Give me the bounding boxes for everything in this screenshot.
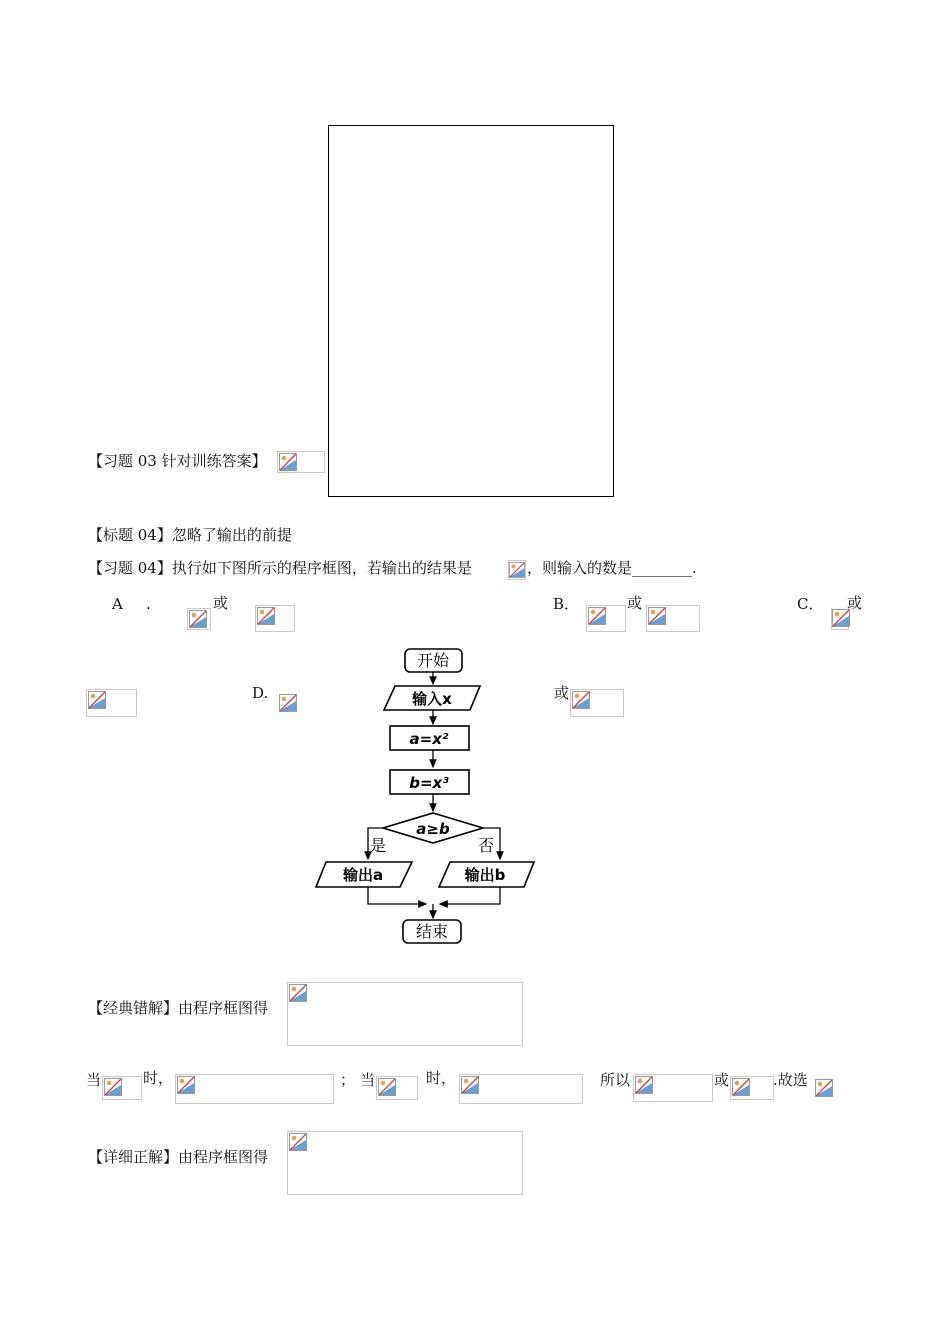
wrong-shi-1: 时，	[143, 1069, 174, 1087]
broken-image-icon	[255, 605, 295, 632]
broken-image-icon	[376, 1076, 418, 1100]
figure-frame	[328, 125, 614, 497]
flow-output-a-text: 输出a	[342, 866, 384, 884]
wrong-choose: .故选	[773, 1071, 808, 1089]
option-b-label: B．	[553, 595, 580, 613]
broken-image-icon	[586, 605, 626, 632]
flow-no-label: 否	[477, 836, 495, 855]
flow-start-text: 开始	[416, 651, 450, 670]
option-c-or: 或	[847, 594, 863, 612]
broken-image-icon	[187, 608, 211, 630]
wrong-semicolon: ；	[340, 1071, 356, 1089]
program-flowchart	[312, 646, 538, 946]
classic-wrong-label: 【经典错解】由程序框图得	[88, 999, 269, 1017]
broken-image-icon	[279, 693, 297, 715]
wrong-suoyi: 所以	[600, 1071, 631, 1089]
flow-yes-label: 是	[369, 836, 387, 855]
option-b-or: 或	[627, 594, 643, 612]
broken-image-icon	[175, 1074, 334, 1104]
option-a-label: A	[112, 595, 123, 613]
wrong-shi-2: 时，	[426, 1069, 457, 1087]
broken-image-icon	[277, 451, 325, 473]
option-d-or: 或	[554, 684, 570, 702]
broken-image-icon	[287, 1131, 523, 1195]
flow-assign-b-text: b=x³	[409, 774, 449, 792]
flow-input-text: 输入x	[412, 690, 452, 708]
title-04: 【标题 04】忽略了输出的前提	[88, 526, 292, 544]
detail-right-label: 【详细正解】由程序框图得	[88, 1148, 269, 1166]
flow-end-text: 结束	[415, 922, 449, 941]
option-d-label: D.	[252, 684, 269, 702]
flow-decision-text: a≥b	[416, 820, 450, 838]
option-a-dot: .	[146, 595, 151, 613]
broken-image-icon	[815, 1078, 835, 1100]
broken-image-icon	[730, 1076, 774, 1100]
broken-image-icon	[86, 689, 137, 717]
exercise04-prefix: 【习题 04】执行如下图所示的程序框图，若输出的结果是	[88, 559, 472, 577]
broken-image-icon	[633, 1074, 713, 1102]
flow-output-b-text: 输出b	[464, 866, 506, 884]
broken-image-icon	[459, 1074, 583, 1104]
option-a-or: 或	[213, 594, 229, 612]
broken-image-icon	[646, 605, 700, 632]
flow-assign-a-text: a=x²	[409, 730, 449, 748]
broken-image-icon	[570, 689, 624, 717]
broken-image-icon	[102, 1076, 142, 1100]
wrong-when-1: 当	[86, 1071, 102, 1089]
wrong-when-2: 当	[360, 1071, 376, 1089]
option-c-label: C．	[797, 595, 824, 613]
broken-image-icon	[287, 982, 523, 1046]
exercise04-suffix: ，则输入的数是________.	[527, 559, 697, 577]
broken-image-icon	[508, 560, 526, 580]
wrong-or: 或	[714, 1071, 730, 1089]
exercise03-answer-label: 【习题 03 针对训练答案】	[88, 452, 267, 470]
